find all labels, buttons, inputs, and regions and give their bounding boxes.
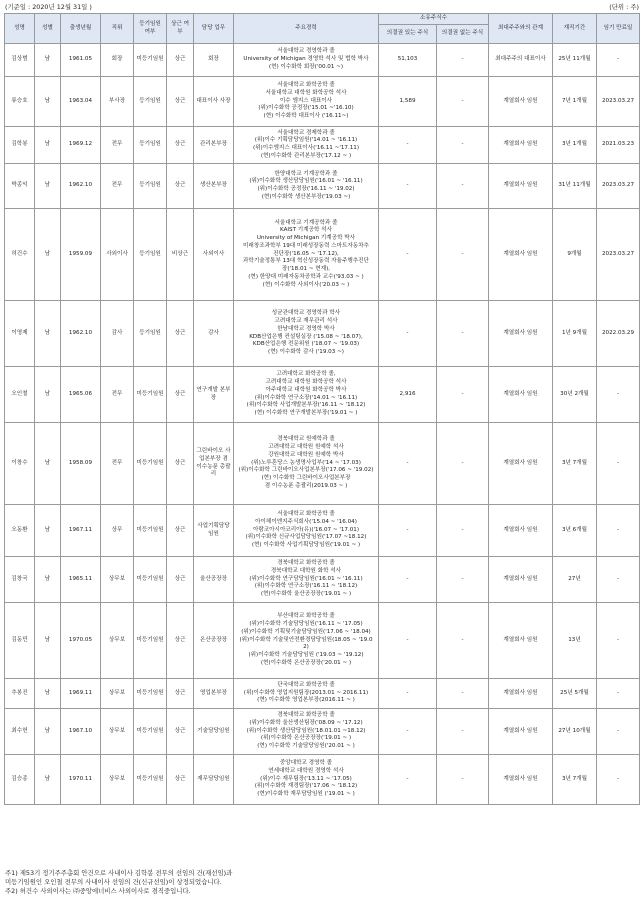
career-line: 겸 이수농푼 총괄리(2019.03 ~ ) [264, 482, 348, 489]
career-line: (위)이수화학 기술및안전환경담당임원(18.05 ~ '19.0 [239, 636, 373, 643]
nonvoting-shares-cell: - [437, 367, 489, 423]
name-cell: 김창국 [5, 557, 35, 603]
position-cell: 전무 [101, 164, 134, 209]
term-cell: - [597, 679, 640, 709]
tenure-cell: 25년 5개월 [553, 679, 597, 709]
gender-cell: 남 [35, 505, 61, 557]
gender-cell: 남 [35, 367, 61, 423]
gender-cell: 남 [35, 209, 61, 301]
fulltime-cell: 비상근 [167, 209, 194, 301]
term-cell: 2023.03.27 [597, 209, 640, 301]
career-line: (현) 이수화학 대표이사 ('16.11~) [263, 113, 349, 120]
fulltime-cell: 상근 [167, 367, 194, 423]
career-line: (위)이수화학 재경팀장('17.06 ~ '18.12) [254, 783, 358, 790]
fulltime-cell: 상근 [167, 77, 194, 127]
voting-shares-cell: - [379, 679, 437, 709]
career-line: (위)이수화학 연구소장('14.01 ~ '16.11) [254, 394, 358, 401]
table-caption [0, 0, 643, 12]
position-cell: 부사장 [101, 77, 134, 127]
position-cell: 상무보 [101, 679, 134, 709]
position-cell: 상무보 [101, 755, 134, 805]
registered-cell: 미등기임원 [134, 423, 167, 505]
registered-cell: 미등기임원 [134, 505, 167, 557]
name-cell: 허건수 [5, 209, 35, 301]
duty-cell: 관리본부장 [194, 127, 234, 164]
career-line: (현)이수화학 온산공장장('20.01 ~ ) [260, 659, 352, 666]
col-header-fulltime: 상근 여부 [167, 14, 194, 44]
tenure-cell: 25년 11개월 [553, 44, 597, 77]
career-line: (위)이수화학 온산공장장('19.01 ~ ) [260, 735, 352, 742]
career-line: (현) 이수화학 연구개발본부장('19.01 ~ ) [254, 409, 358, 416]
term-cell: - [597, 557, 640, 603]
nonvoting-shares-cell: - [437, 709, 489, 755]
career-line: KDB산업은행 컨설팅실장 ('15.08 ~ '18.07), [249, 333, 363, 340]
footnote-2: 주2) 허건수 사외이사는 ㈜중앙에너비스 사외이사로 겸직중입니다. [5, 887, 191, 896]
col-header-birth: 출생년월 [61, 14, 101, 44]
nonvoting-shares-cell: - [437, 164, 489, 209]
relation-cell: 계열회사 임원 [489, 755, 553, 805]
career-cell [234, 557, 379, 603]
voting-shares-cell: - [379, 755, 437, 805]
duty-cell: 영업본부장 [194, 679, 234, 709]
voting-shares-cell: - [379, 423, 437, 505]
tenure-cell: 3년 7개월 [553, 755, 597, 805]
col-header-relation: 최대주주와의 관계 [489, 14, 553, 44]
fulltime-cell: 상근 [167, 709, 194, 755]
career-line: 중앙대학교 경영학 졸 [279, 760, 333, 767]
career-cell [234, 505, 379, 557]
career-line: (현) 이수화학 사업기획담당임원('19.01 ~ ) [251, 542, 361, 549]
relation-cell: 계열회사 임원 [489, 127, 553, 164]
career-line: (위)이수화학 연구소장('16.11 ~ '18.12) [254, 583, 358, 590]
career-line: 장('18.01 ~ 현재), [281, 266, 331, 273]
career-line: 고려대학교 대학원 원예학 석사 [268, 444, 344, 451]
gender-cell: 남 [35, 301, 61, 367]
birth-cell: 1965.11 [61, 557, 101, 603]
birth-cell: 1970.11 [61, 755, 101, 805]
gender-cell: 남 [35, 423, 61, 505]
career-line: (현) 이수화학 기술담당임원('20.01 ~ ) [257, 743, 355, 750]
registered-cell: 등기임원 [134, 127, 167, 164]
name-cell: 이영제 [5, 301, 35, 367]
career-line: (위)이수 재무팀장('13.11 ~ '17.05) [260, 775, 352, 782]
career-line: University of Michigan 기계공학 박사 [256, 235, 356, 242]
table-row [5, 557, 640, 603]
career-line: (현) 이수화학 회장('00.01 ~) [268, 63, 344, 70]
relation-cell: 계열회사 임원 [489, 557, 553, 603]
relation-cell: 계열회사 임원 [489, 301, 553, 367]
career-line: (위)이수화학 신규사업담당임원('17.07 ~18.12) [245, 534, 367, 541]
registered-cell: 미등기임원 [134, 679, 167, 709]
birth-cell: 1965.06 [61, 367, 101, 423]
relation-cell: 계열회사 임원 [489, 209, 553, 301]
table-row [5, 679, 640, 709]
career-line: (위)이수 기획담당임원('14.01 ~ '16.11) [254, 137, 358, 144]
name-cell: 박종익 [5, 164, 35, 209]
position-cell: 상무보 [101, 603, 134, 679]
career-line: University of Michigan 경영학 석사 및 법학 박사 [243, 56, 369, 63]
career-cell [234, 164, 379, 209]
footnote-1: 주1) 제53기 정기주주총회 안건으로 사내이사 김학봉 전무의 선임의 건(재선임)과 [5, 869, 233, 877]
career-line: 단국대학교 화학공학 졸 [277, 681, 335, 688]
career-line: (위)이수화학 울산생산팀장('08.09 ~ '17.12) [249, 719, 363, 726]
name-cell: 류승호 [5, 77, 35, 127]
birth-cell: 1970.05 [61, 603, 101, 679]
fulltime-cell: 상근 [167, 755, 194, 805]
table-row [5, 755, 640, 805]
career-line: 고려대학교 대학원 화학공학 석사 [265, 379, 347, 386]
voting-shares-cell: - [379, 603, 437, 679]
footnotes [5, 869, 232, 896]
position-cell: 상무보 [101, 709, 134, 755]
career-cell [234, 301, 379, 367]
table-row [5, 603, 640, 679]
career-line: (위)이수화학 공정장('15.01 ~'16.10) [258, 105, 354, 112]
career-line: 서울대학교 경제학과 졸 [277, 129, 335, 136]
nonvoting-shares-cell: - [437, 44, 489, 77]
duty-cell: 울산공장장 [194, 557, 234, 603]
col-header-position: 직위 [101, 14, 134, 44]
name-cell: 김상범 [5, 44, 35, 77]
nonvoting-shares-cell: - [437, 209, 489, 301]
term-cell: 2023.03.27 [597, 164, 640, 209]
relation-cell: 계열회사 임원 [489, 423, 553, 505]
career-line: (위)이수화학 생산담당임원('16.01 ~ '16.11) [249, 178, 363, 185]
career-cell [234, 127, 379, 164]
career-cell [234, 679, 379, 709]
term-cell: 2022.03.29 [597, 301, 640, 367]
gender-cell: 남 [35, 164, 61, 209]
career-line: 서울대학교 경영학과 졸 [277, 48, 335, 55]
tenure-cell: 7년 1개월 [553, 77, 597, 127]
career-line: (현)이수화학 재무담당임원 ('19.01 ~ ) [257, 791, 355, 798]
career-line: 2) [303, 644, 309, 651]
relation-cell: 계열회사 임원 [489, 164, 553, 209]
relation-cell: 최대주주의 대표이사 [489, 44, 553, 77]
career-cell [234, 755, 379, 805]
career-line: (현)이수화학 관리본부장('17.12 ~ ) [260, 152, 352, 159]
registered-cell: 미등기임원 [134, 709, 167, 755]
career-line: 성균관대학교 경영학과 학사 [271, 310, 341, 317]
duty-cell: 사외이사 [194, 209, 234, 301]
fulltime-cell: 상근 [167, 423, 194, 505]
tenure-cell: 27년 [553, 557, 597, 603]
tenure-cell: 30년 2개월 [553, 367, 597, 423]
career-line: 경북대학교 원예학과 졸 [277, 436, 335, 443]
name-cell: 김승종 [5, 755, 35, 805]
fulltime-cell: 상근 [167, 44, 194, 77]
col-header-term: 임기 만료일 [597, 14, 640, 44]
col-header-nonvoting: 의결권 없는 주식 [437, 25, 489, 44]
career-line: 아주대학교 대학원 화학공학 박사 [265, 386, 347, 393]
term-cell: 2023.03.27 [597, 77, 640, 127]
relation-cell: 계열회사 임원 [489, 679, 553, 709]
voting-shares-cell: 2,916 [379, 367, 437, 423]
career-cell [234, 423, 379, 505]
position-cell: 전무 [101, 127, 134, 164]
table-row [5, 44, 640, 77]
tenure-cell: 31년 11개월 [553, 164, 597, 209]
col-header-name: 성명 [5, 14, 35, 44]
career-line: 한양대학교 기계공학과 졸 [274, 170, 338, 177]
birth-cell: 1969.11 [61, 679, 101, 709]
registered-cell: 등기임원 [134, 301, 167, 367]
duty-cell: 재무담당임원 [194, 755, 234, 805]
duty-cell: 회장 [194, 44, 234, 77]
table-row [5, 77, 640, 127]
relation-cell: 계열회사 임원 [489, 505, 553, 557]
position-cell: 회장 [101, 44, 134, 77]
name-cell: 오동환 [5, 505, 35, 557]
position-cell: 감사 [101, 301, 134, 367]
career-line: (현) 이수화학 그린바이오사업본부장 [261, 475, 351, 482]
career-line: (위)이수화학 기획및기술담당임원('17.06 ~ '18.04) [241, 628, 371, 635]
career-line: KAIST 기계공학 석사 [280, 227, 332, 234]
career-line: (현)이수화학 생산본부장('19.03 ~) [261, 193, 351, 200]
name-cell: 추봉진 [5, 679, 35, 709]
nonvoting-shares-cell: - [437, 423, 489, 505]
career-line: (현) 한양대 미래자동차공학과 교수('93.03 ~ ) [248, 273, 364, 280]
birth-cell: 1959.09 [61, 209, 101, 301]
career-line: 서울대학교 기계공학과 졸 [274, 219, 338, 226]
unit-label: (단위 : 주) [609, 3, 639, 11]
position-cell: 사외이사 [101, 209, 134, 301]
term-cell: - [597, 367, 640, 423]
career-cell [234, 209, 379, 301]
tenure-cell: 1년 9개월 [553, 301, 597, 367]
duty-cell: 그린바이오 사업본부장 겸 이수농푼 총괄리 [194, 423, 234, 505]
table-row [5, 709, 640, 755]
nonvoting-shares-cell: - [437, 301, 489, 367]
col-header-tenure: 재직기간 [553, 14, 597, 44]
position-cell: 상무 [101, 505, 134, 557]
registered-cell: 미등기임원 [134, 755, 167, 805]
tenure-cell: 27년 10개월 [553, 709, 597, 755]
fulltime-cell: 상근 [167, 127, 194, 164]
birth-cell: 1962.10 [61, 164, 101, 209]
relation-cell: 계열회사 임원 [489, 603, 553, 679]
career-line: (현) 이수화학 감사 ('19.03 ~) [268, 348, 344, 355]
duty-cell: 온산공장장 [194, 603, 234, 679]
registered-cell: 미등기임원 [134, 603, 167, 679]
career-line: (위)이수화학 그린바이오사업본부장('17.06 ~ '19.02) [238, 467, 374, 474]
career-line: 미래창조과학부 19대 미래성장동력 스마트자동차추 [243, 242, 369, 249]
col-header-gender: 성별 [35, 14, 61, 44]
birth-cell: 1967.10 [61, 709, 101, 755]
career-line: 강원대학교 대학원 원예학 박사 [268, 451, 344, 458]
career-cell [234, 77, 379, 127]
term-cell: - [597, 423, 640, 505]
career-line: (위)이수엠지스 대표이사('16.11 ~'17.11) [252, 145, 360, 151]
table-row [5, 505, 640, 557]
tenure-cell: 3년 1개월 [553, 127, 597, 164]
career-line: 아이헤이엔지주식회사('15.04 ~ '16.04) [255, 518, 357, 525]
career-line: (위)이수화학 연구담당임원('16.01 ~ '16.11) [249, 575, 363, 582]
career-line: 경북대학교 화학공학 졸 [277, 560, 335, 567]
career-line: (위)이수화학 사업개발본부장('16.11 ~ '18.12) [246, 402, 366, 409]
registered-cell: 미등기임원 [134, 367, 167, 423]
col-header-career: 주요경력 [234, 14, 379, 44]
footnote-1-cont: 미등기임원인 오인철 전무의 사내이사 선임의 건(신규선임)이 상정되었습니다. [5, 878, 222, 887]
fulltime-cell: 상근 [167, 164, 194, 209]
gender-cell: 남 [35, 603, 61, 679]
voting-shares-cell: - [379, 127, 437, 164]
career-cell [234, 603, 379, 679]
nonvoting-shares-cell: - [437, 77, 489, 127]
name-cell: 최수헌 [5, 709, 35, 755]
term-cell: - [597, 603, 640, 679]
career-line: KDB산업은행 전문위원 ('18.07 ~ '19.03) [252, 341, 360, 348]
table-row [5, 127, 640, 164]
tenure-cell: 13년 [553, 603, 597, 679]
relation-cell: 계열회사 임원 [489, 367, 553, 423]
name-cell: 오인철 [5, 367, 35, 423]
career-cell [234, 44, 379, 77]
registered-cell: 등기임원 [134, 164, 167, 209]
tenure-cell: 9개월 [553, 209, 597, 301]
career-line: (위)이수화학 기술담당임원 ('19.03 ~ '19.12) [248, 652, 364, 659]
name-cell: 이창수 [5, 423, 35, 505]
name-cell: 김학봉 [5, 127, 35, 164]
gender-cell: 남 [35, 709, 61, 755]
col-header-voting: 의결권 있는 주식 [379, 25, 437, 44]
nonvoting-shares-cell: - [437, 679, 489, 709]
career-line: 진단장('16.05 ~ '17.12), [273, 250, 339, 257]
term-cell: - [597, 755, 640, 805]
career-line: 서울대학교 화학공학 졸 [277, 511, 335, 518]
fulltime-cell: 상근 [167, 603, 194, 679]
table-row [5, 423, 640, 505]
duty-cell: 감사 [194, 301, 234, 367]
birth-cell: 1969.12 [61, 127, 101, 164]
voting-shares-cell: 51,103 [379, 44, 437, 77]
voting-shares-cell: 1,589 [379, 77, 437, 127]
relation-cell: 계열회사 임원 [489, 77, 553, 127]
career-line: 연세대학교 대학원 경영학 석사 [268, 767, 344, 774]
voting-shares-cell: - [379, 301, 437, 367]
voting-shares-cell: - [379, 557, 437, 603]
career-line: (위)이수화학 공정장('16.11 ~ '19.02) [257, 186, 355, 192]
nonvoting-shares-cell: - [437, 755, 489, 805]
career-line: 부산대학교 화학공학 졸 [277, 613, 335, 620]
voting-shares-cell: - [379, 209, 437, 301]
career-cell [234, 709, 379, 755]
position-cell: 전무 [101, 423, 134, 505]
registered-cell: 미등기임원 [134, 44, 167, 77]
relation-cell: 계열회사 임원 [489, 709, 553, 755]
career-cell [234, 367, 379, 423]
name-cell: 김동민 [5, 603, 35, 679]
birth-cell: 1963.04 [61, 77, 101, 127]
duty-cell: 기술담당임원 [194, 709, 234, 755]
col-header-duty: 담당 업무 [194, 14, 234, 44]
tenure-cell: 3년 7개월 [553, 423, 597, 505]
term-cell: - [597, 709, 640, 755]
table-row [5, 209, 640, 301]
career-line: 한남대학교 경영학 박사 [277, 325, 335, 332]
career-line: 서울대학교 대학원 화학공학 석사 [265, 89, 347, 96]
voting-shares-cell: - [379, 164, 437, 209]
fulltime-cell: 상근 [167, 557, 194, 603]
table-row [5, 301, 640, 367]
term-cell: - [597, 44, 640, 77]
tenure-cell: 3년 6개월 [553, 505, 597, 557]
fulltime-cell: 상근 [167, 301, 194, 367]
nonvoting-shares-cell: - [437, 603, 489, 679]
career-line: (현)이수화학 울산공장장('19.01 ~ ) [260, 591, 352, 598]
voting-shares-cell: - [379, 505, 437, 557]
gender-cell: 남 [35, 755, 61, 805]
gender-cell: 남 [35, 127, 61, 164]
career-line: 서울대학교 화학공학 졸 [277, 82, 335, 89]
duty-cell: 대표이사 사장 [194, 77, 234, 127]
term-cell: - [597, 505, 640, 557]
career-line: 아람코아시아코리아(유)('16.07 ~ '17.01) [252, 526, 360, 533]
fulltime-cell: 상근 [167, 679, 194, 709]
nonvoting-shares-cell: - [437, 505, 489, 557]
executive-table [4, 13, 640, 805]
nonvoting-shares-cell: - [437, 557, 489, 603]
position-cell: 상무보 [101, 557, 134, 603]
registered-cell: 미등기임원 [134, 557, 167, 603]
career-line: (위)노루혼당스 농생명사업부('14 ~ '17.03) [251, 459, 361, 466]
birth-cell: 1962.10 [61, 301, 101, 367]
birth-cell: 1961.05 [61, 44, 101, 77]
table-row [5, 164, 640, 209]
career-line: 경북대학교 대학원 화학 석사 [270, 567, 342, 574]
duty-cell: 연구개발 본부장 [194, 367, 234, 423]
gender-cell: 남 [35, 44, 61, 77]
basis-date: (기준일 : 2020년 12월 31일 ) [5, 3, 92, 11]
career-line: 이수 엠지스 대표이사 [279, 97, 333, 104]
table-row [5, 367, 640, 423]
fulltime-cell: 상근 [167, 505, 194, 557]
career-line: (위)이수화학 영업지원팀장(2013.01 ~ 2016.11) [243, 689, 369, 696]
career-line: 과학기술정통부 13대 혁신성장동력 자율주행추진단 [243, 258, 369, 265]
career-line: 고려대학교 화학공학 졸, [276, 371, 336, 378]
gender-cell: 남 [35, 679, 61, 709]
birth-cell: 1967.11 [61, 505, 101, 557]
col-header-registered: 등기임원 여부 [134, 14, 167, 44]
career-line: 경북대학교 화학공학 졸 [277, 712, 335, 719]
career-line: 고려대학교 재무관리 석사 [274, 318, 338, 325]
gender-cell: 남 [35, 557, 61, 603]
career-line: (현) 이수화학 사외이사('20.03 ~ ) [262, 281, 350, 288]
registered-cell: 등기임원 [134, 209, 167, 301]
position-cell: 전무 [101, 367, 134, 423]
col-header-shares: 소유주식수 [379, 14, 489, 25]
voting-shares-cell: - [379, 709, 437, 755]
nonvoting-shares-cell: - [437, 127, 489, 164]
registered-cell: 등기임원 [134, 77, 167, 127]
gender-cell: 남 [35, 77, 61, 127]
career-line: (위)이수화학 생산담당임원('18.01.01 ~18.12) [246, 727, 366, 734]
birth-cell: 1958.09 [61, 423, 101, 505]
duty-cell: 생산본부장 [194, 164, 234, 209]
term-cell: 2021.03.23 [597, 127, 640, 164]
duty-cell: 사업기획담당임원 [194, 505, 234, 557]
career-line: (현) 이수화학 영업본부장(2016.11 ~ ) [257, 697, 355, 704]
career-line: (위)이수화학 기술담당임원('16.11 ~ '17.05) [249, 621, 363, 628]
